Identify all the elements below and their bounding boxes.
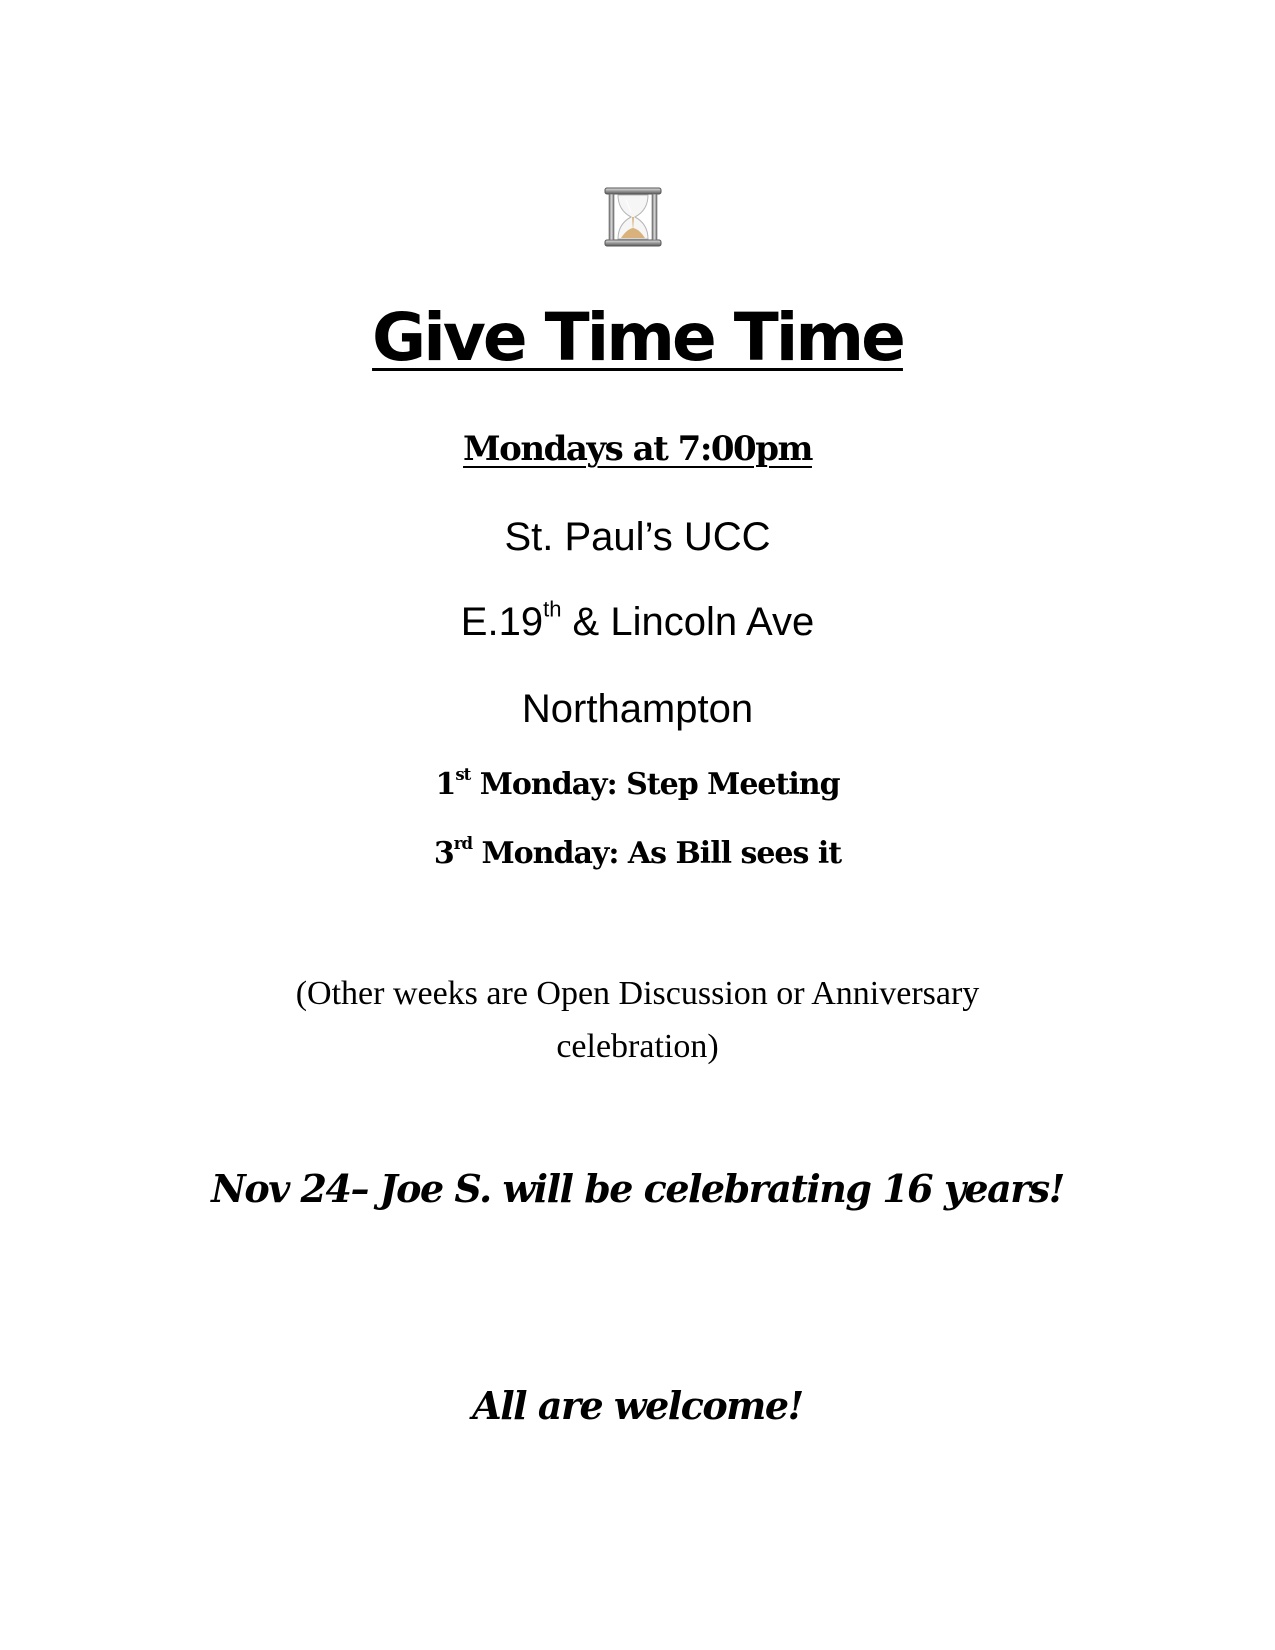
street-ordinal: th xyxy=(543,596,562,622)
location-city: Northampton xyxy=(521,687,754,731)
meeting-schedule xyxy=(0,429,1275,469)
flyer-title xyxy=(0,299,1275,376)
location-street xyxy=(0,596,1275,644)
meeting-number: 1 xyxy=(435,767,456,802)
meeting-number: 3 xyxy=(433,836,454,871)
meeting-text: Monday: Step Meeting xyxy=(470,767,840,802)
schedule-text: Mondays at 7:00pm xyxy=(463,429,812,469)
street-number: E.19 xyxy=(460,600,544,644)
meeting-ordinal: rd xyxy=(453,833,472,853)
meeting-third-monday xyxy=(0,833,1275,871)
other-weeks-note-line1: (Other weeks are Open Discussion or Anniversary xyxy=(295,975,980,1012)
closing-message: All are welcome! xyxy=(472,1383,803,1428)
anniversary-announcement: Nov 24– Joe S. will be celebrating 16 years! xyxy=(211,1166,1064,1211)
location-name: St. Paul’s UCC xyxy=(504,515,771,559)
meeting-ordinal: st xyxy=(455,764,471,784)
street-name: & Lincoln Ave xyxy=(561,600,815,644)
title-text: Give Time Time xyxy=(372,299,903,376)
meeting-first-monday xyxy=(0,764,1275,802)
hourglass-icon xyxy=(602,186,664,248)
meeting-text: Monday: As Bill sees it xyxy=(472,836,842,871)
other-weeks-note-line2: celebration) xyxy=(556,1028,719,1065)
